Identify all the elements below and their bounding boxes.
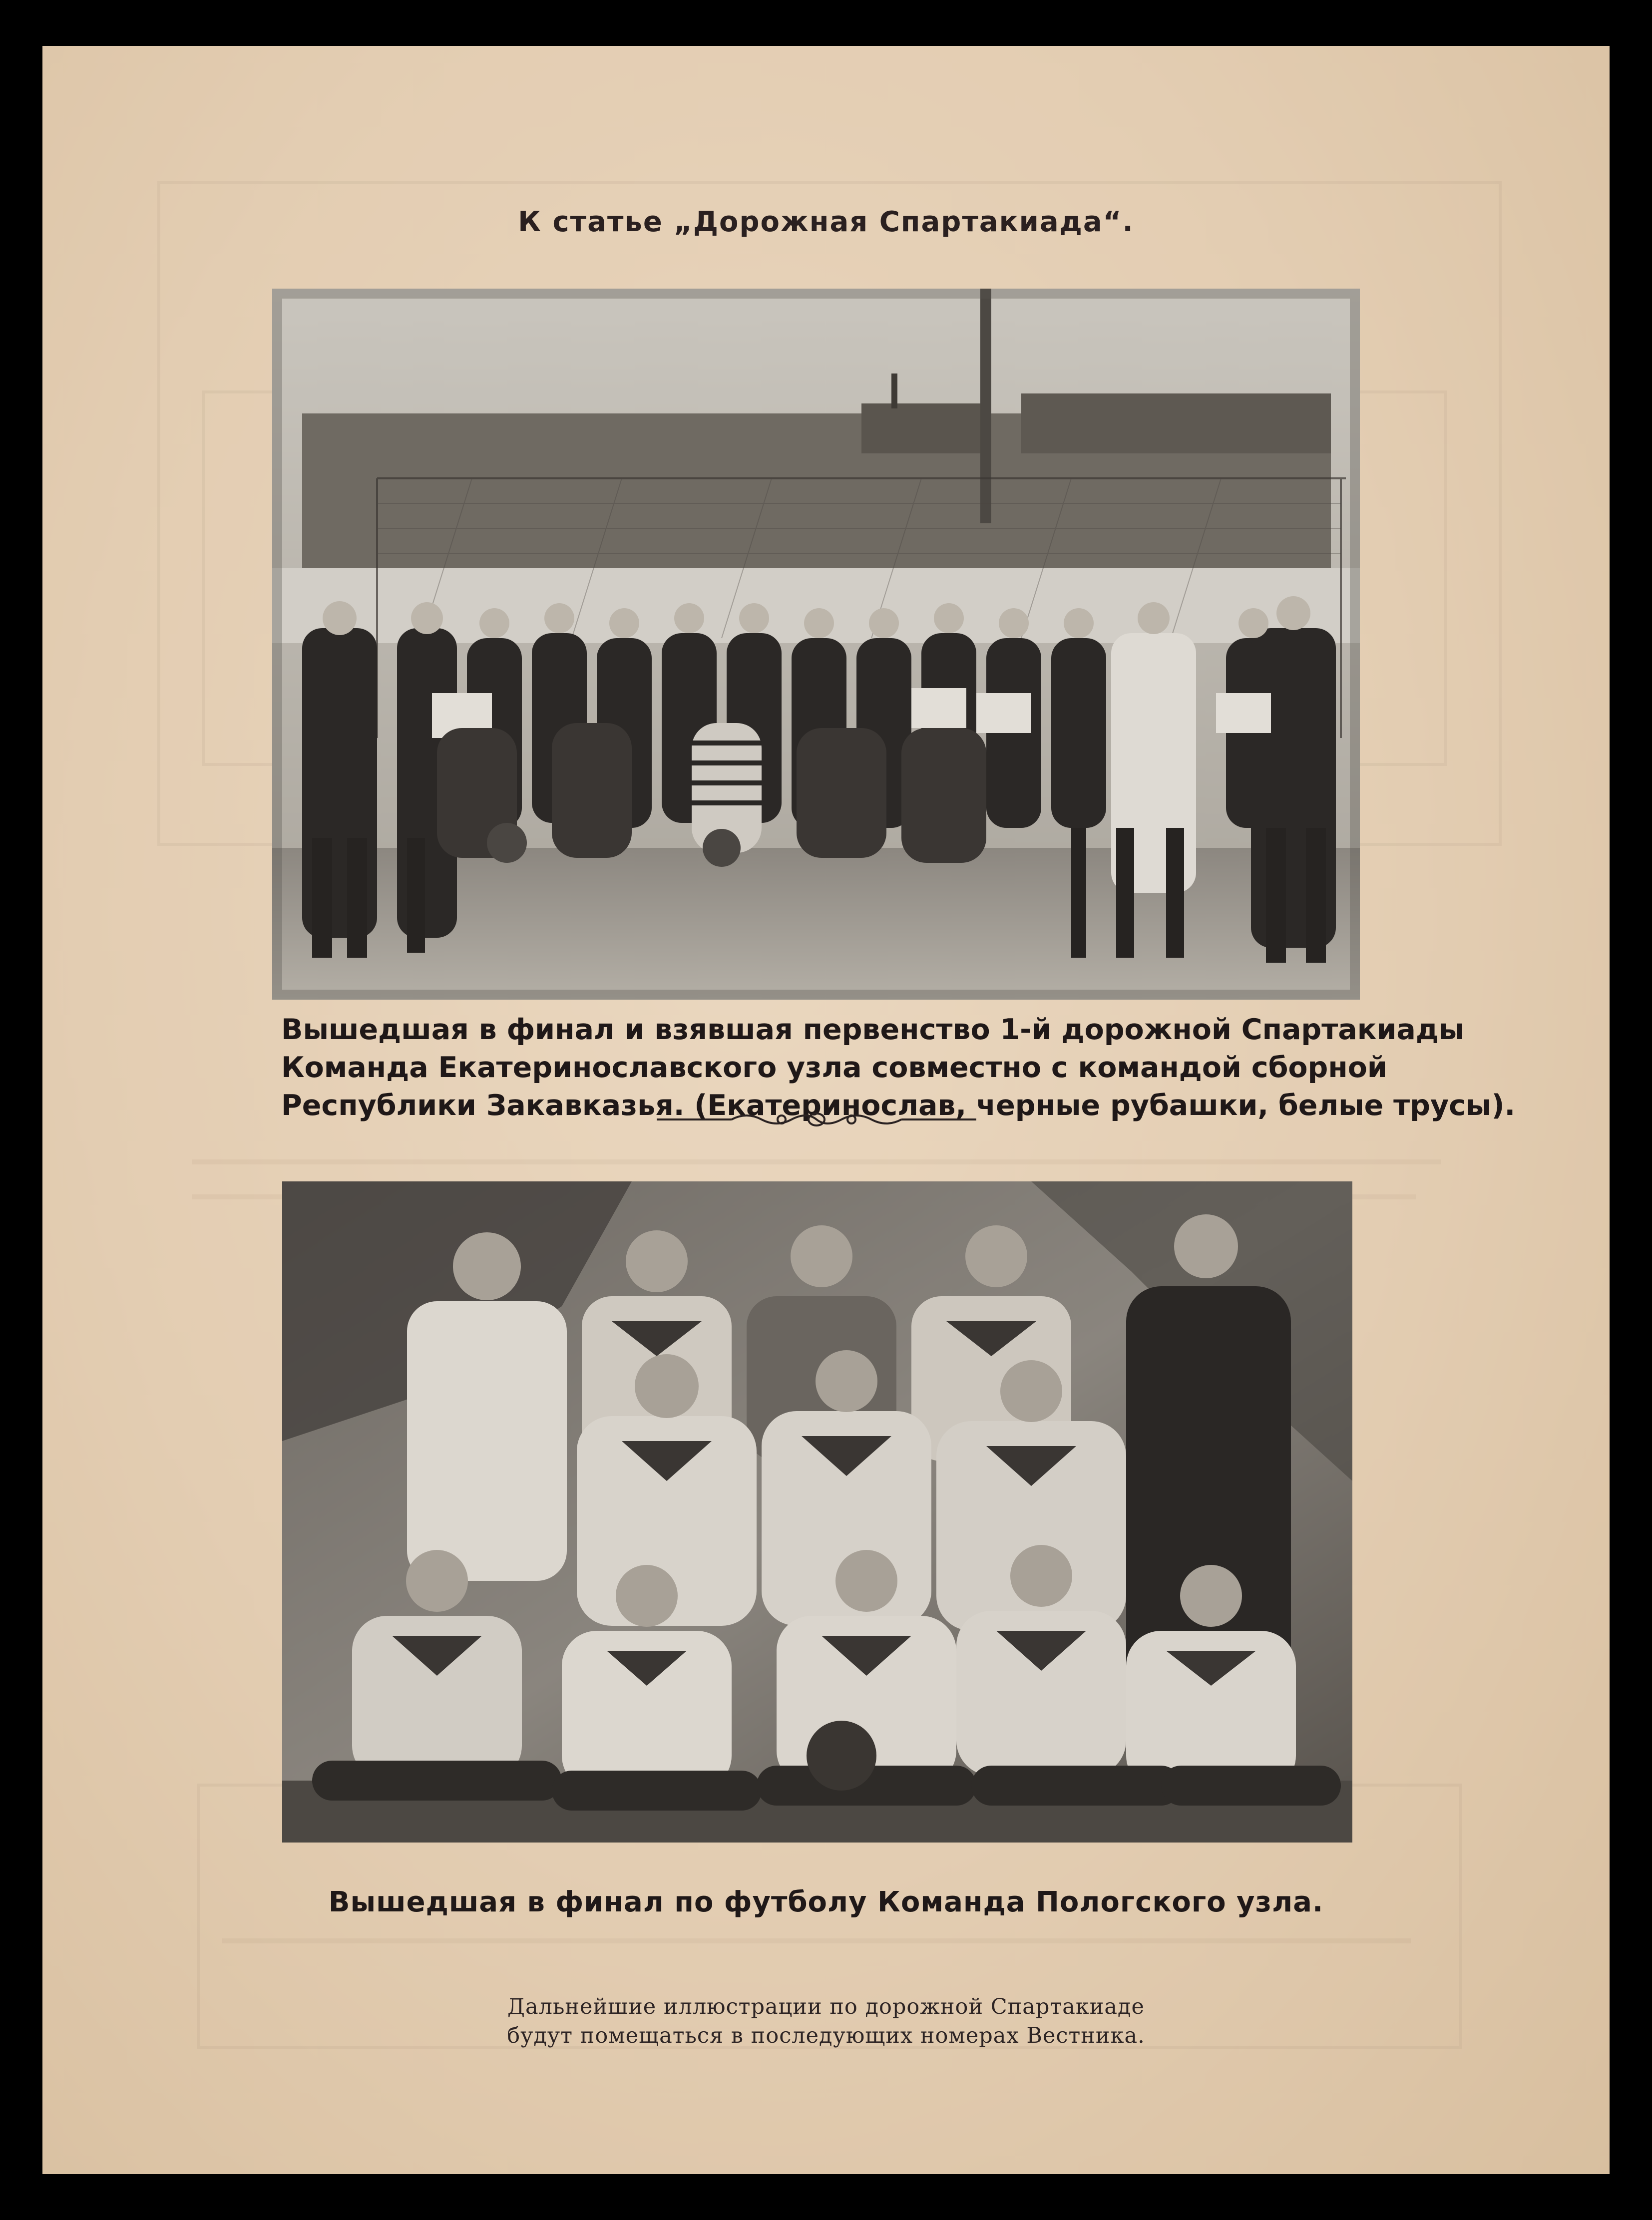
caption-line: Команда Екатеринославского узла совместно с командой сборной xyxy=(281,1051,1387,1084)
closing-note-line: Дальнейшие иллюстрации по дорожной Спартакиаде xyxy=(507,1994,1145,2019)
ornament-divider xyxy=(657,1110,976,1129)
article-heading: К статье „Дорожная Спартакиада“. xyxy=(518,206,1134,238)
closing-note xyxy=(42,1992,1610,2050)
team-photo-pologi xyxy=(282,1181,1352,1843)
caption-line: Республики Закавказья. (Екатеринослав, черные рубашки, белые трусы). xyxy=(281,1089,1516,1122)
caption-line: Вышедшая в финал и взявшая первенство 1-й дорожной Спартакиады xyxy=(281,1013,1465,1046)
photo-1-caption xyxy=(281,1011,1516,1124)
closing-note-line: будут помещаться в последующих номерах Вестника. xyxy=(507,2023,1145,2048)
photo-2-caption: Вышедшая в финал по футболу Команда Пологского узла. xyxy=(328,1886,1324,1918)
bleed-through-line xyxy=(222,1938,1411,1943)
magazine-page xyxy=(42,46,1610,2174)
bleed-through-line xyxy=(192,1159,1441,1164)
team-photo-ekaterinoslav xyxy=(272,289,1360,1000)
